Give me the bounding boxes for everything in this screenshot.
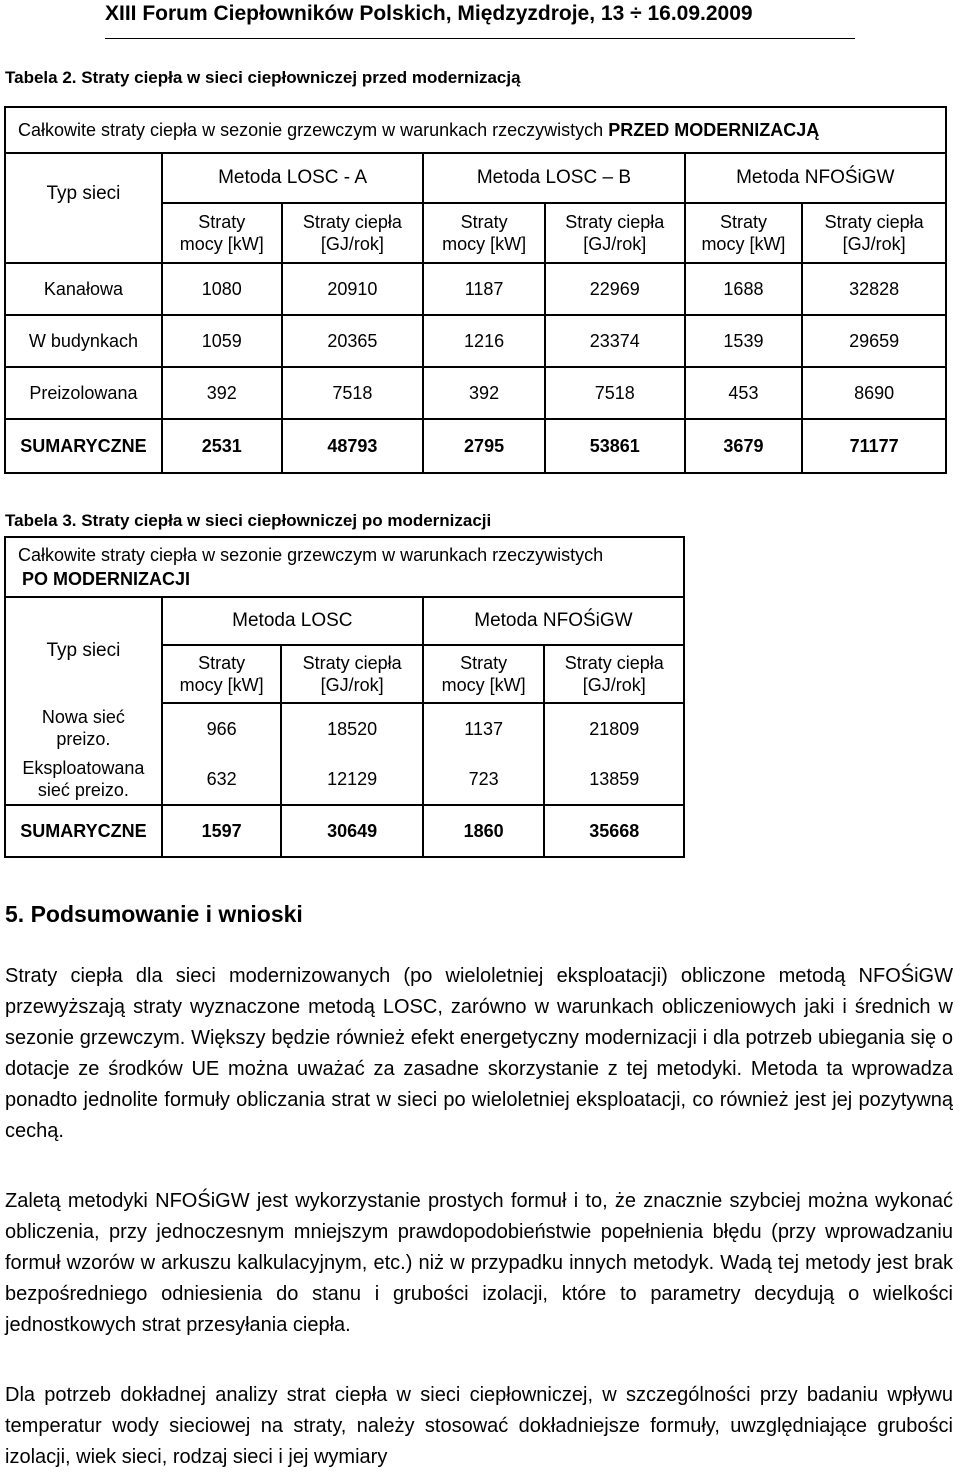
table3-type-header xyxy=(5,597,162,703)
table3-col-heat-1 xyxy=(281,645,423,703)
cell: 1597 xyxy=(162,805,282,857)
table-total-row xyxy=(5,805,684,857)
cell: 20365 xyxy=(282,315,424,367)
table2-method-losc-b: Metoda LOSC – B xyxy=(423,153,684,203)
col-power-line2: mocy [kW] xyxy=(179,675,264,695)
col-heat-line1: Straty ciepła xyxy=(302,212,402,232)
cell: 1860 xyxy=(423,805,545,857)
cell: 18520 xyxy=(281,703,423,753)
col-heat-line2: [GJ/rok] xyxy=(842,234,906,254)
row-name: Kanałowa xyxy=(5,263,162,315)
table3-type-header-text: Typ sieci xyxy=(46,639,121,661)
cell: 1688 xyxy=(685,263,803,315)
cell: 12129 xyxy=(281,753,423,805)
table2-caption: Tabela 2. Straty ciepła w sieci ciepłowniczej przed modernizacją xyxy=(5,68,521,87)
paragraph-3: Dla potrzeb dokładnej analizy strat ciepła w sieci ciepłowniczej, w szczególności przy badaniu wpływu temperatur wody sieciowej na straty, należy stosować dokładniejsze formuły, uwzględniające grubości izolacji, wiek sieci, rodzaj sieci i jej wymiary xyxy=(5,1384,953,1468)
table2-col-heat-3 xyxy=(802,203,946,263)
row-name-line2: preizo. xyxy=(56,729,111,749)
table2-type-header-text: Typ sieci xyxy=(46,183,121,204)
cell: 23374 xyxy=(545,315,685,367)
cell: 1187 xyxy=(423,263,545,315)
cell: 71177 xyxy=(802,419,946,473)
row-name-line1: Eksploatowana xyxy=(22,757,145,778)
paragraph-1: Straty ciepła dla sieci modernizowanych (po wieloletniej eksploatacji) obliczone metodą NFOŚiGW przewyższają straty wyznaczone metodą LOSC, zarówno w warunkach obliczeniowych jaki i średnich w sezonie grzewczym. Większy będzie również efekt energetyczny modernizacji i dla potrzeb ubiegania się o dotacje ze środków UE można uważać za zasadne skorzystanie z tej metodyki. Metoda ta wprowadza ponadto jednolite formuły obliczania strat w sieci po wieloletniej eksploatacji, co również jest jej pozytywną cechą. xyxy=(5,965,953,1142)
table3-col-power-1 xyxy=(162,645,282,703)
cell: 53861 xyxy=(545,419,685,473)
table3 xyxy=(4,536,685,858)
cell: 2795 xyxy=(423,419,545,473)
cell: 723 xyxy=(423,753,545,805)
cell: 1059 xyxy=(162,315,282,367)
cell: 20910 xyxy=(282,263,424,315)
header-rule xyxy=(105,38,855,39)
col-heat-line1: Straty ciepła xyxy=(564,653,664,673)
col-heat-line1: Straty ciepła xyxy=(565,212,665,232)
cell: 32828 xyxy=(802,263,946,315)
cell: 30649 xyxy=(281,805,423,857)
row-name xyxy=(5,753,162,805)
table3-title-text: Całkowite straty ciepła w sezonie grzewczym w warunkach rzeczywistych xyxy=(18,545,604,565)
cell: 7518 xyxy=(545,367,685,419)
col-heat-line1: Straty ciepła xyxy=(302,653,402,673)
table3-caption: Tabela 3. Straty ciepła w sieci ciepłowniczej po modernizacji xyxy=(5,511,492,530)
col-power-line2: mocy [kW] xyxy=(442,234,527,254)
table2-type-header xyxy=(5,153,162,263)
cell: 48793 xyxy=(282,419,424,473)
cell: 29659 xyxy=(802,315,946,367)
table2-col-heat-1 xyxy=(282,203,424,263)
table-row xyxy=(5,315,946,367)
col-power-line1: Straty xyxy=(198,212,246,232)
table2 xyxy=(4,106,947,474)
table2-method-losc-a: Metoda LOSC - A xyxy=(162,153,423,203)
row-name: SUMARYCZNE xyxy=(5,805,162,857)
table2-col-power-2 xyxy=(423,203,545,263)
col-power-line2: mocy [kW] xyxy=(179,234,264,254)
table3-title-bold-wrap xyxy=(18,569,190,589)
paragraph-2: Zaletą metodyki NFOŚiGW jest wykorzystanie prostych formuł i to, że znacznie szybciej można wykonać obliczenia, przy jednoczesnym mniejszym prawdopodobieństwie popełnienia błędu (przy wprowadzaniu formuł wzorów w arkuszu kalkulacyjnym, etc.) niż w przypadku innych metodyk. Wadą tej metody jest brak bezpośredniego odniesienia do stanu i grubości izolacji, które to parametry decydują o wielkości jednostkowych strat przesyłania ciepła. xyxy=(5,1190,953,1336)
table3-title xyxy=(5,537,684,597)
cell: 7518 xyxy=(282,367,424,419)
cell: 21809 xyxy=(544,703,684,753)
table2-title-bold: PRZED MODERNIZACJĄ xyxy=(608,120,820,140)
col-power-line2: mocy [kW] xyxy=(441,675,526,695)
row-name-line1: Nowa sieć xyxy=(41,707,125,727)
page-header: XIII Forum Ciepłowników Polskich, Międzyzdroje, 13 ÷ 16.09.2009 xyxy=(105,2,753,25)
table-row xyxy=(5,753,684,805)
cell: 453 xyxy=(685,367,803,419)
cell: 966 xyxy=(162,703,282,753)
table2-col-power-3 xyxy=(685,203,803,263)
table-row xyxy=(5,703,684,753)
table-row xyxy=(5,263,946,315)
col-heat-line2: [GJ/rok] xyxy=(320,234,384,254)
cell: 1216 xyxy=(423,315,545,367)
cell: 392 xyxy=(423,367,545,419)
table3-col-power-2 xyxy=(423,645,545,703)
col-power-line1: Straty xyxy=(198,653,246,673)
table2-col-heat-2 xyxy=(545,203,685,263)
table3-col-heat-2 xyxy=(544,645,684,703)
table3-method-losc: Metoda LOSC xyxy=(162,597,423,645)
table3-method-nfosigw: Metoda NFOŚiGW xyxy=(423,597,684,645)
row-name-line2: sieć preizo. xyxy=(37,779,129,800)
table2-title xyxy=(5,107,946,153)
table2-title-text: Całkowite straty ciepła w sezonie grzewczym w warunkach rzeczywistych xyxy=(18,120,604,140)
col-power-line1: Straty xyxy=(460,653,508,673)
col-power-line1: Straty xyxy=(460,212,508,232)
cell: 22969 xyxy=(545,263,685,315)
cell: 8690 xyxy=(802,367,946,419)
cell: 1137 xyxy=(423,703,545,753)
cell: 2531 xyxy=(162,419,282,473)
table2-method-nfosigw: Metoda NFOŚiGW xyxy=(685,153,946,203)
col-heat-line2: [GJ/rok] xyxy=(582,675,646,695)
row-name xyxy=(5,703,162,753)
cell: 1539 xyxy=(685,315,803,367)
row-name: Preizolowana xyxy=(5,367,162,419)
cell: 3679 xyxy=(685,419,803,473)
col-heat-line2: [GJ/rok] xyxy=(583,234,647,254)
table-row xyxy=(5,367,946,419)
row-name: SUMARYCZNE xyxy=(5,419,162,473)
table3-title-bold: PO MODERNIZACJI xyxy=(22,569,191,589)
table2-col-power-1 xyxy=(162,203,282,263)
table-total-row xyxy=(5,419,946,473)
col-power-line1: Straty xyxy=(719,212,767,232)
cell: 13859 xyxy=(544,753,684,805)
cell: 1080 xyxy=(162,263,282,315)
col-heat-line1: Straty ciepła xyxy=(824,212,924,232)
cell: 392 xyxy=(162,367,282,419)
row-name: W budynkach xyxy=(5,315,162,367)
cell: 632 xyxy=(162,753,282,805)
col-power-line2: mocy [kW] xyxy=(701,234,786,254)
cell: 35668 xyxy=(544,805,684,857)
col-heat-line2: [GJ/rok] xyxy=(320,675,384,695)
section-heading: 5. Podsumowanie i wnioski xyxy=(5,901,303,927)
